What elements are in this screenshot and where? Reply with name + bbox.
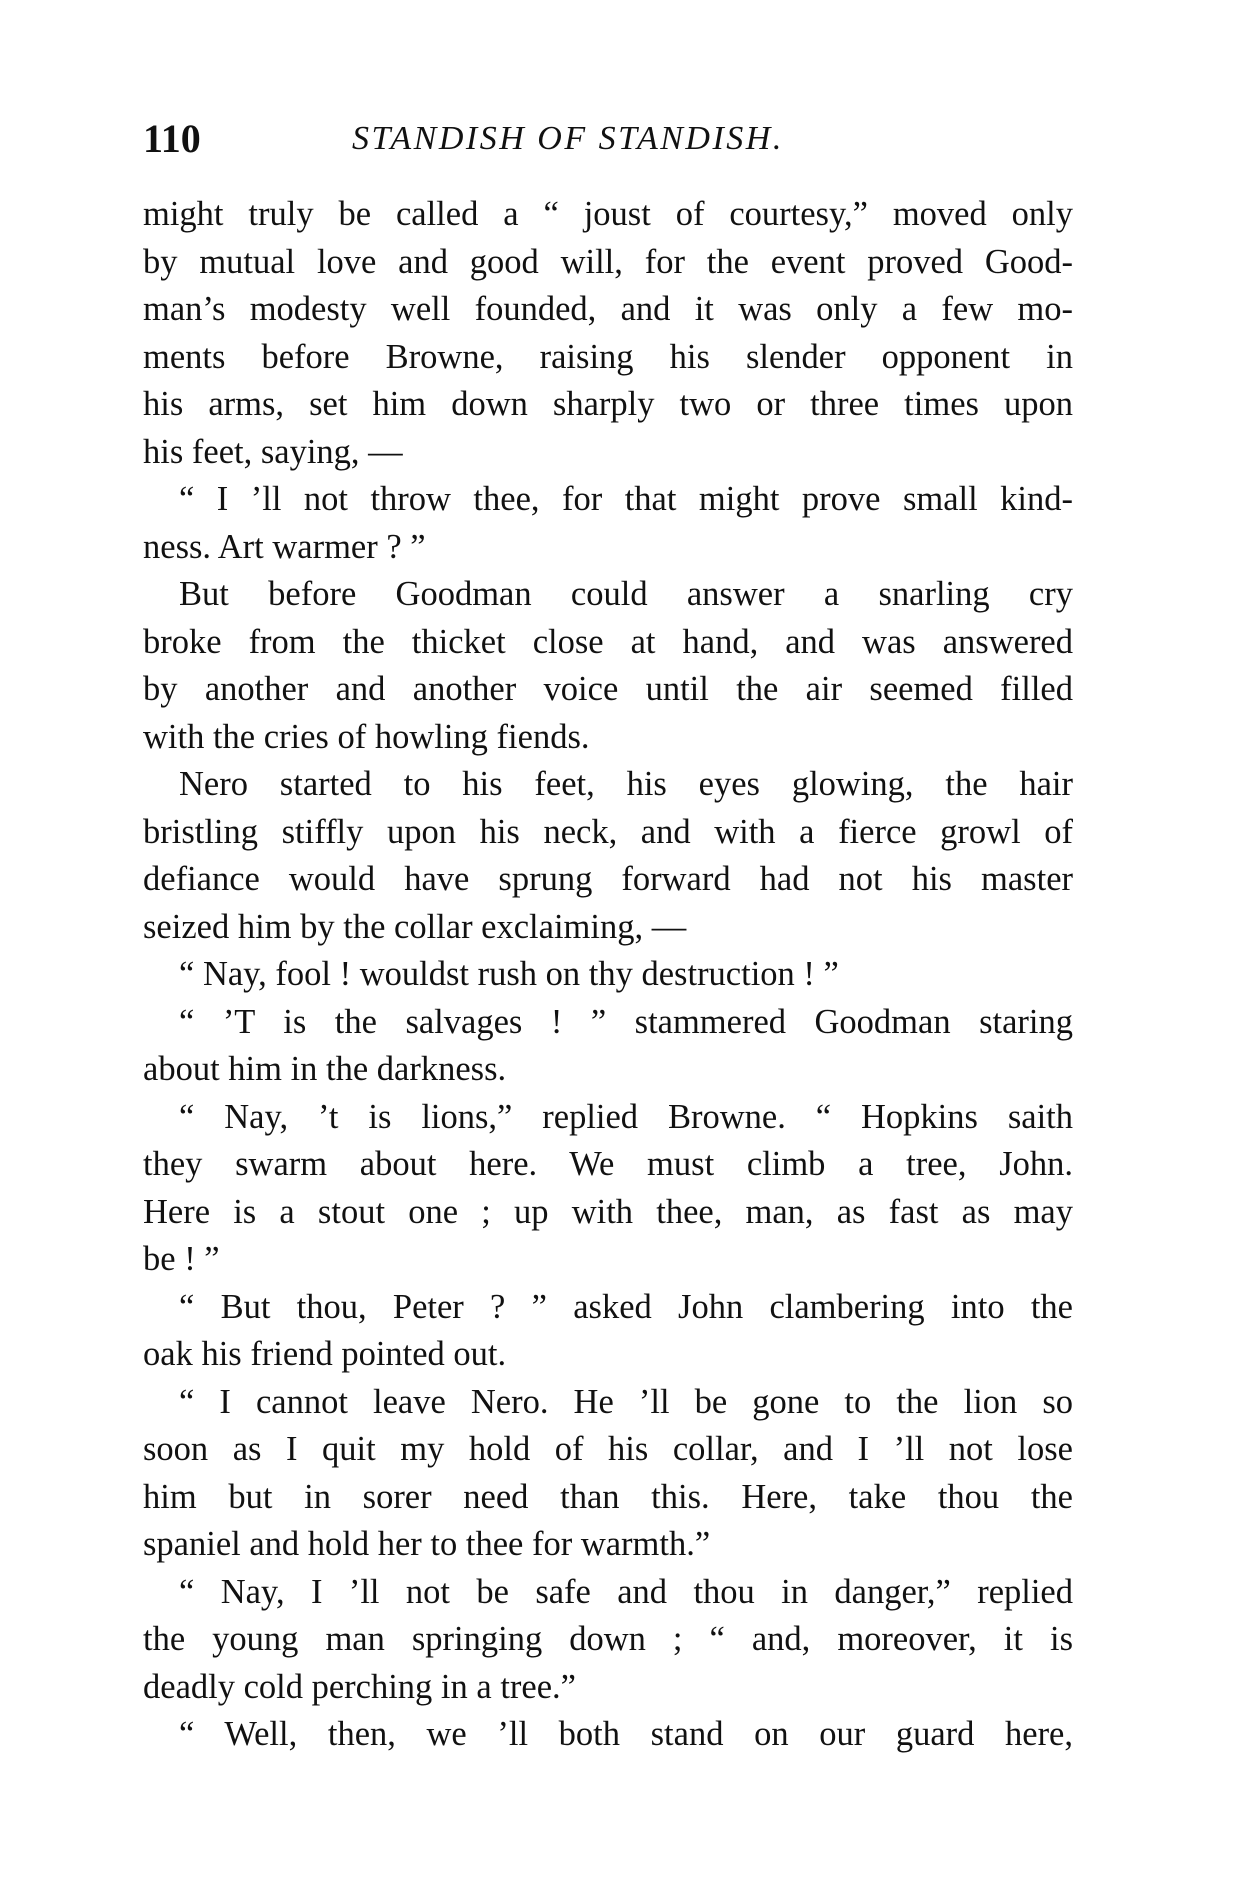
text-line: deadly cold perching in a tree.” bbox=[143, 1667, 576, 1706]
text-line: broke from the thicket close at hand, and was answered bbox=[143, 622, 1073, 661]
text-line: man’s modesty well founded, and it was only a few mo- bbox=[143, 290, 1073, 328]
text-line: seized him by the collar exclaiming, — bbox=[143, 907, 687, 946]
text-line: bristling stiffly upon his neck, and with a fierce growl of bbox=[143, 812, 1073, 851]
text-line: “ Nay, fool ! wouldst rush on thy destruction ! ” bbox=[179, 955, 839, 993]
page-number: 110 bbox=[143, 116, 201, 161]
text-line: “ Well, then, we ’ll both stand on our guard here, bbox=[179, 1715, 1073, 1753]
text-line: spaniel and hold her to thee for warmth.” bbox=[143, 1525, 711, 1563]
book-title: STANDISH OF STANDISH. bbox=[352, 120, 784, 157]
text-line: ments before Browne, raising his slender opponent in bbox=[143, 337, 1073, 376]
text-line: “ But thou, Peter ? ” asked John clambering into the bbox=[179, 1287, 1073, 1326]
text-line: Nero started to his feet, his eyes glowing, the hair bbox=[179, 765, 1073, 803]
text-line: about him in the darkness. bbox=[143, 1050, 507, 1088]
text-line: they swarm about here. We must climb a tree, John. bbox=[143, 1145, 1073, 1183]
text-line: Here is a stout one ; up with thee, man, as fast as may bbox=[143, 1192, 1073, 1231]
text-line: But before Goodman could answer a snarling cry bbox=[179, 575, 1073, 613]
text-line: by mutual love and good will, for the event proved Good- bbox=[143, 242, 1073, 281]
text-line: “ I cannot leave Nero. He ’ll be gone to the lion so bbox=[179, 1382, 1073, 1421]
text-line: “ Nay, I ’ll not be safe and thou in danger,” replied bbox=[179, 1572, 1073, 1611]
body-text bbox=[143, 191, 1073, 1759]
text-line: ness. Art warmer ? ” bbox=[143, 527, 426, 566]
text-line: “ Nay, ’t is lions,” replied Browne. “ Hopkins saith bbox=[179, 1097, 1073, 1136]
text-line: his arms, set him down sharply two or three times upon bbox=[143, 385, 1073, 423]
text-line: his feet, saying, — bbox=[143, 432, 403, 471]
text-line: oak his friend pointed out. bbox=[143, 1335, 507, 1373]
text-line: him but in sorer need than this. Here, take thou the bbox=[143, 1477, 1073, 1516]
running-head bbox=[143, 114, 1073, 164]
text-line: might truly be called a “ joust of courtesy,” moved only bbox=[143, 195, 1073, 233]
text-line: “ ’T is the salvages ! ” stammered Goodman staring bbox=[179, 1002, 1073, 1041]
text-line: “ I ’ll not throw thee, for that might prove small kind- bbox=[179, 480, 1073, 518]
text-line: the young man springing down ; “ and, moreover, it is bbox=[143, 1620, 1073, 1658]
text-line: defiance would have sprung forward had not his master bbox=[143, 860, 1073, 898]
text-line: by another and another voice until the air seemed filled bbox=[143, 670, 1073, 708]
text-line: be ! ” bbox=[143, 1240, 220, 1278]
text-line: with the cries of howling fiends. bbox=[143, 717, 590, 756]
text-line: soon as I quit my hold of his collar, and I ’ll not lose bbox=[143, 1430, 1073, 1468]
